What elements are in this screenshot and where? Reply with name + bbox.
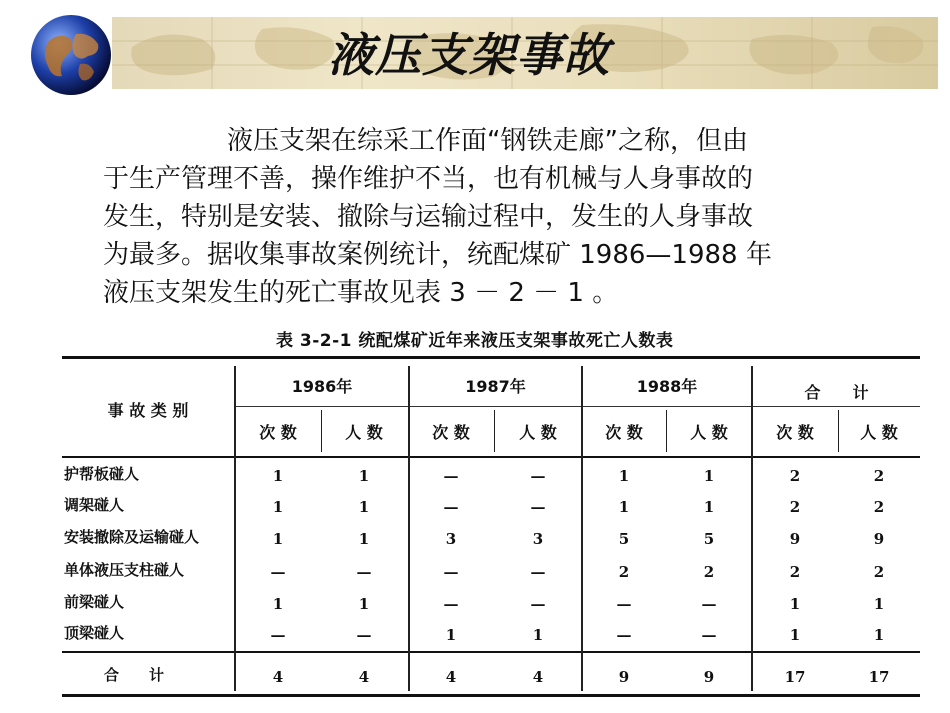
total-cell: 4 [272, 668, 284, 686]
table-cell: — [443, 467, 459, 485]
globe-icon [28, 12, 114, 98]
subcol-divider [321, 410, 322, 452]
group-divider [236, 406, 920, 407]
paragraph-line: 为最多。据收集事故案例统计，统配煤矿 1986—1988 年 [103, 240, 772, 270]
row-label: 顶梁碰人 [64, 624, 125, 642]
total-cell: 4 [445, 668, 457, 686]
col-divider [408, 366, 410, 691]
sub-header: 次 数 [259, 423, 297, 442]
table-cell: 2 [618, 563, 630, 581]
table-top-rule [62, 356, 920, 359]
table-cell: — [701, 626, 717, 644]
total-cell: 9 [703, 668, 715, 686]
row-label: 前梁碰人 [64, 593, 125, 611]
table-cell: 1 [873, 595, 885, 613]
table-cell: 1 [789, 626, 801, 644]
table-cell: — [530, 595, 546, 613]
table-cell: 1 [789, 595, 801, 613]
table-cell: — [356, 626, 372, 644]
subcol-divider [494, 410, 495, 452]
table-bottom-rule [62, 694, 920, 697]
table-cell: 1 [532, 626, 544, 644]
table-cell: — [530, 498, 546, 516]
table-cell: — [443, 563, 459, 581]
table-cell: 2 [703, 563, 715, 581]
row-label: 护帮板碰人 [64, 465, 140, 483]
sub-header: 人 数 [519, 423, 557, 442]
table-cell: 1 [618, 467, 630, 485]
table-cell: 2 [873, 498, 885, 516]
table-cell: — [616, 626, 632, 644]
total-top-rule [62, 651, 920, 653]
table-cell: 1 [272, 530, 284, 548]
table-cell: — [443, 595, 459, 613]
table-cell: 1 [873, 626, 885, 644]
table-cell: 1 [445, 626, 457, 644]
group-header: 1986年 [291, 377, 353, 396]
table-cell: 1 [358, 595, 370, 613]
sub-header: 次 数 [432, 423, 470, 442]
row-label: 安装撤除及运输碰人 [64, 528, 200, 546]
table-cell: 1 [703, 467, 715, 485]
table-cell: 1 [272, 467, 284, 485]
sub-header: 人 数 [345, 423, 383, 442]
table-cell: 9 [873, 530, 885, 548]
paragraph-line: 液压支架在综采工作面“钢铁走廊”之称，但由 [227, 126, 748, 156]
table-cell: 1 [272, 498, 284, 516]
row-label: 单体液压支柱碰人 [64, 561, 185, 579]
table-cell: 1 [358, 498, 370, 516]
total-cell: 9 [618, 668, 630, 686]
table-cell: 3 [532, 530, 544, 548]
col-divider [581, 366, 583, 691]
sub-header: 人 数 [860, 423, 898, 442]
paragraph-line: 发生，特别是安装、撤除与运输过程中，发生的人身事故 [103, 202, 754, 232]
total-cell: 4 [358, 668, 370, 686]
col-divider [234, 366, 236, 691]
col-divider [751, 366, 753, 691]
sub-header: 次 数 [776, 423, 814, 442]
subcol-divider [666, 410, 667, 452]
table-cell: 1 [358, 467, 370, 485]
table-cell: 1 [272, 595, 284, 613]
row-label: 调架碰人 [64, 496, 125, 514]
page-title: 液压支架事故 [328, 28, 610, 82]
group-header: 1987年 [465, 377, 526, 396]
table-cell: — [356, 563, 372, 581]
table-cell: 5 [618, 530, 630, 548]
total-cell: 17 [784, 668, 806, 686]
table-cell: 2 [873, 563, 885, 581]
paragraph-line: 液压支架发生的死亡事故见表 3 － 2 － 1 。 [103, 278, 619, 308]
table-cell: 2 [873, 467, 885, 485]
body-paragraph [103, 122, 903, 312]
table-cell: 1 [358, 530, 370, 548]
total-cell: 4 [532, 668, 544, 686]
sub-header: 次 数 [605, 423, 643, 442]
paragraph-line: 于生产管理不善，操作维护不当，也有机械与人身事故的 [103, 164, 754, 194]
table-caption: 表 3-2-1 统配煤矿近年来液压支架事故死亡人数表 [276, 331, 674, 351]
table-cell: — [270, 563, 286, 581]
header-bottom-rule [62, 456, 920, 458]
table-cell: 5 [703, 530, 715, 548]
group-header: 合 计 [804, 383, 869, 402]
table-cell: — [270, 626, 286, 644]
table-cell: 2 [789, 563, 801, 581]
table-cell: 9 [789, 530, 801, 548]
table-cell: — [616, 595, 632, 613]
row-header: 事 故 类 别 [107, 401, 189, 420]
table-cell: 3 [445, 530, 457, 548]
table-cell: — [443, 498, 459, 516]
table-cell: — [701, 595, 717, 613]
table-cell: 1 [703, 498, 715, 516]
table-cell: — [530, 563, 546, 581]
table-cell: 1 [618, 498, 630, 516]
table-cell: — [530, 467, 546, 485]
total-label: 合 计 [104, 666, 165, 684]
sub-header: 人 数 [690, 423, 728, 442]
group-header: 1988年 [636, 377, 698, 396]
total-cell: 17 [868, 668, 890, 686]
table-cell: 2 [789, 498, 801, 516]
table-cell: 2 [789, 467, 801, 485]
